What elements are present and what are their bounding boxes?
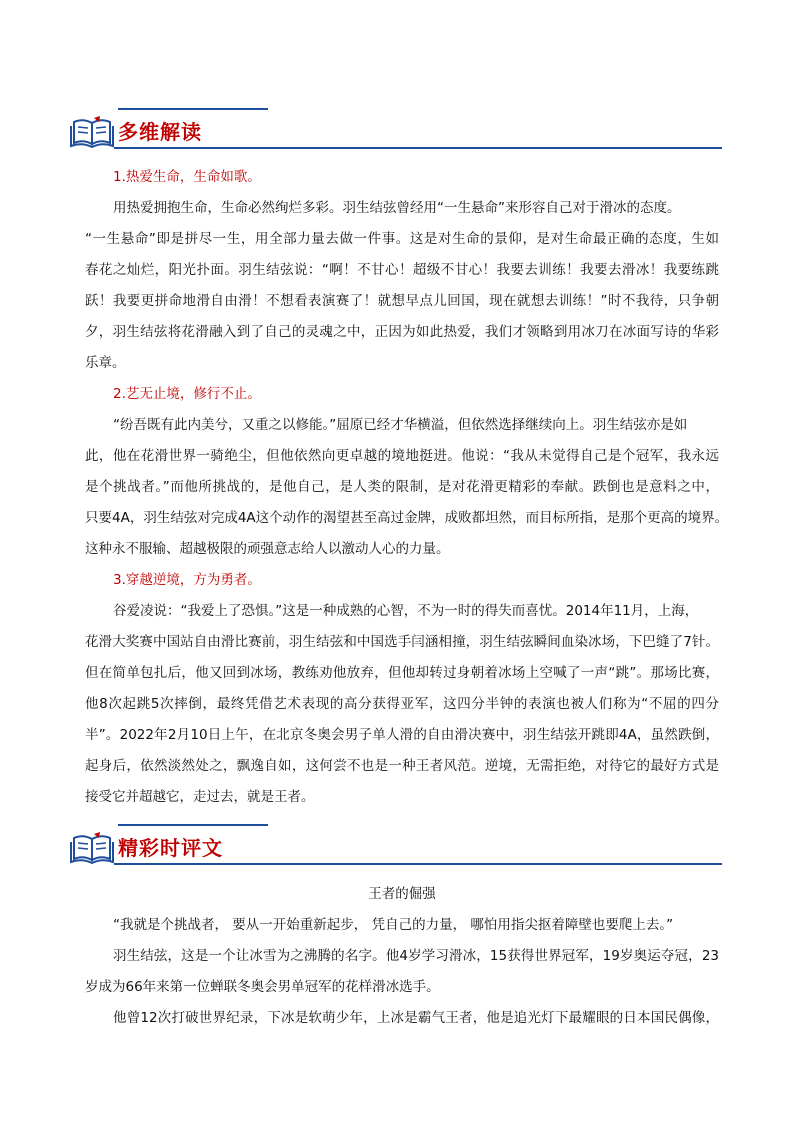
paragraph-line: “一生悬命”即是拼尽一生，用全部力量去做一件事。这是对生命的景仰，是对生命最正确的态度，生如 bbox=[85, 231, 719, 247]
open-book-icon bbox=[70, 114, 114, 148]
header-top-rule bbox=[118, 108, 268, 110]
section-title: 多维解读 bbox=[118, 120, 202, 144]
paragraph-line: 花滑大奖赛中国站自由滑比赛前，羽生结弦和中国选手闫涵相撞，羽生结弦瞬间血染冰场，下巴缝了7针。 bbox=[85, 634, 719, 650]
paragraph-line: “我就是个挑战者， 要从一开始重新起步， 凭自己的力量， 哪怕用指尖抠着障壁也要爬上去。” bbox=[113, 917, 674, 933]
paragraph-line: 此，他在花滑世界一骑绝尘，但他依然向更卓越的境地挺进。他说：“我从未觉得自己是个冠军，我永远 bbox=[85, 448, 719, 464]
point-heading: 2.艺无止境，修行不止。 bbox=[113, 386, 261, 402]
paragraph-line: 跃！我要更拼命地滑自由滑！不想看表演赛了！就想早点儿回国，现在就想去训练！”时不我待，只争朝 bbox=[85, 293, 719, 309]
paragraph-line: “纷吾既有此内美兮，又重之以修能。”屈原已经才华横溢，但依然选择继续向上。羽生结弦亦是如 bbox=[113, 417, 688, 433]
paragraph-line: 夕，羽生结弦将花滑融入到了自己的灵魂之中，正因为如此热爱，我们才领略到用冰刀在冰面写诗的华彩 bbox=[85, 324, 719, 340]
paragraph-line: 但在简单包扎后，他又回到冰场，教练劝他放弃，但他却转过身朝着冰场上空喊了一声“跳”。那场比赛， bbox=[85, 665, 719, 681]
essay-title: 王者的倔强 bbox=[368, 886, 436, 902]
section-body-interpretation bbox=[85, 162, 729, 813]
paragraph-line: 只要4A，羽生结弦对完成4A这个动作的渴望甚至高过金牌，成败都坦然，而目标所指，是那个更高的境界。 bbox=[85, 510, 729, 526]
open-book-icon bbox=[70, 830, 114, 864]
section-header-commentary bbox=[70, 824, 722, 868]
header-bottom-rule bbox=[114, 863, 722, 865]
point-heading: 3.穿越逆境，方为勇者。 bbox=[113, 572, 261, 588]
paragraph-line: 他8次起跳5次摔倒，最终凭借艺术表现的高分获得亚军，这四分半钟的表演也被人们称为“不屈的四分 bbox=[85, 696, 719, 712]
section-body-essay bbox=[85, 879, 719, 1034]
point-heading: 1.热爱生命，生命如歌。 bbox=[113, 169, 261, 185]
paragraph-line: 春花之灿烂，阳光扑面。羽生结弦说：“啊！不甘心！超级不甘心！我要去训练！我要去滑冰！我要练跳 bbox=[85, 262, 719, 278]
header-top-rule bbox=[118, 824, 268, 826]
paragraph-line: 半”。2022年2月10日上午，在北京冬奥会男子单人滑的自由滑决赛中，羽生结弦开跳即4A，虽然跌倒， bbox=[85, 727, 719, 743]
paragraph-line: 岁成为66年来第一位蝉联冬奥会男单冠军的花样滑冰选手。 bbox=[85, 979, 440, 995]
paragraph-line: 乐章。 bbox=[85, 355, 126, 371]
paragraph-line: 起身后，依然淡然处之，飘逸自如，这何尝不也是一种王者风范。逆境，无需拒绝，对待它的最好方式是 bbox=[85, 758, 719, 774]
paragraph-line: 谷爱凌说：“我爱上了恐惧。”这是一种成熟的心智，不为一时的得失而喜忧。2014年11月，上海， bbox=[113, 603, 699, 619]
paragraph-line: 这种永不服输、超越极限的顽强意志给人以激动人心的力量。 bbox=[85, 541, 450, 557]
header-bottom-rule bbox=[114, 147, 722, 149]
paragraph-line: 是个挑战者。”而他所挑战的，是他自己，是人类的限制，是对花滑更精彩的奉献。跌倒也是意料之中， bbox=[85, 479, 719, 495]
paragraph-line: 羽生结弦，这是一个让冰雪为之沸腾的名字。他4岁学习滑冰，15获得世界冠军，19岁奥运夺冠，23 bbox=[113, 948, 719, 964]
paragraph-line: 用热爱拥抱生命，生命必然绚烂多彩。羽生结弦曾经用“一生悬命”来形容自己对于滑冰的态度。 bbox=[113, 200, 681, 216]
section-title: 精彩时评文 bbox=[118, 836, 223, 860]
section-header-multidimensional bbox=[70, 108, 722, 152]
paragraph-line: 他曾12次打破世界纪录，下冰是软萌少年，上冰是霸气王者，他是追光灯下最耀眼的日本国民偶像， bbox=[113, 1010, 719, 1026]
paragraph-line: 接受它并超越它，走过去，就是王者。 bbox=[85, 789, 315, 805]
